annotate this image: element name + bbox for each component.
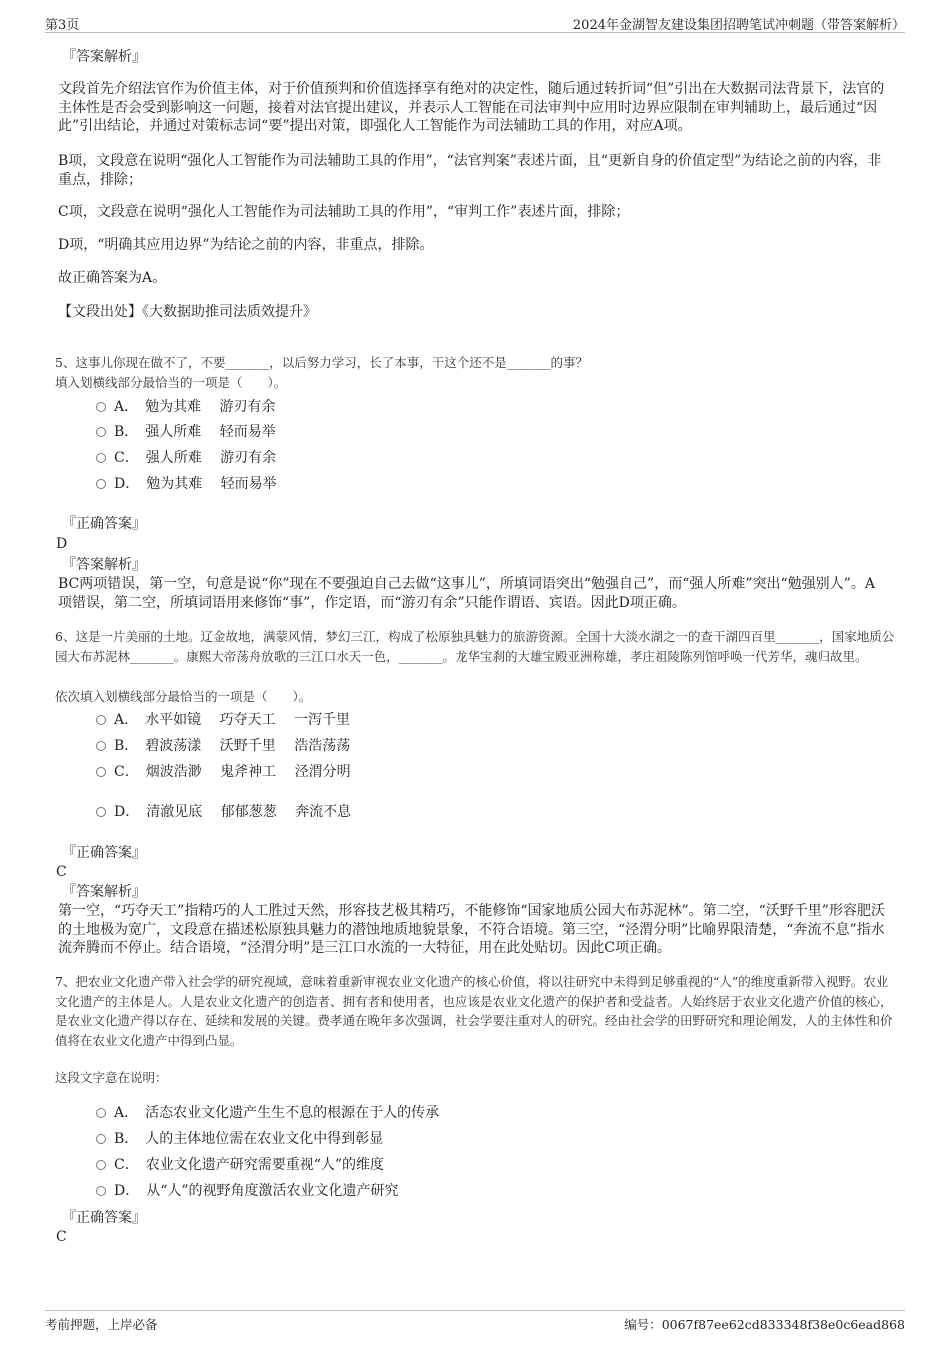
q7-option-d[interactable]: D． 从“人”的视野角度激活农业文化遗产研究	[96, 1182, 399, 1200]
radio-icon[interactable]	[96, 453, 106, 463]
q6-option-a[interactable]: A． 水平如镜 巧夺天工 一泻千里	[96, 711, 350, 729]
radio-icon[interactable]	[96, 1108, 106, 1118]
radio-icon[interactable]	[96, 479, 106, 489]
radio-icon[interactable]	[96, 1186, 106, 1196]
radio-icon[interactable]	[96, 402, 106, 412]
q7-answer-label: 『正确答案』	[62, 1210, 146, 1226]
document-id: 编号：0067f87ee62cd833348f38e0c6ead868	[624, 1317, 905, 1332]
radio-icon[interactable]	[96, 427, 106, 437]
q4-analysis-paragraph: 文段首先介绍法官作为价值主体，对于价值预判和价值选择享有绝对的决定性，随后通过转折词“但”引出在大数据司法背景下，法官的主体性是否会受到影响这一问题，接着对法官提出建议，并表示人工智能在司法审判中应用时边界应限制在审判辅助上，最后通过“因此”引出结论，并通过对策标志词“要”提出对策，即强化人工智能作为司法辅助工具的作用，对应A项。	[58, 81, 885, 134]
q4-analysis-paragraph: C项，文段意在说明“强化人工智能作为司法辅助工具的作用”，“审判工作”表述片面，排除；	[58, 204, 630, 220]
q7-answer: C	[56, 1229, 67, 1245]
footer-slogan: 考前押题，上岸必备	[45, 1317, 158, 1332]
q6-option-b[interactable]: B． 碧波荡漾 沃野千里 浩浩荡荡	[96, 737, 350, 755]
q7-stem: 7、把农业文化遗产带入社会学的研究视域，意味着重新审视农业文化遗产的核心价值，将以往研究中未得到足够重视的“人”的维度重新带入视野。农业文化遗产的主体是人。人是农业文化遗产的创造者、拥有者和使用者，也应该是农业文化遗产的保护者和受益者。人始终居于农业文化遗产价值的核心，是农业文化遗产得以存在、延续和发展的关键。费孝通在晚年多次强调，社会学要注重对人的研究。经由社会学的田野研究和理论阐发，人的主体性和价值将在农业文化遗产中得到凸显。	[55, 974, 893, 1048]
radio-icon[interactable]	[96, 807, 106, 817]
document-title: 2024年金湖智友建设集团招聘笔试冲刺题（带答案解析）	[572, 18, 905, 33]
radio-icon[interactable]	[96, 1160, 106, 1170]
radio-icon[interactable]	[96, 715, 106, 725]
q6-prompt: 依次填入划横线部分最恰当的一项是（ ）。	[55, 689, 312, 704]
q5-analysis: BC两项错误，第一空，句意是说“你”现在不要强迫自己去做“这事儿”，所填词语突出“勉强自己”，而“强人所难”突出“勉强别人”。A项错误，第二空，所填词语用来修饰“事”，作定语，而“游刃有余”只能作谓语、宾语。因此D项正确。	[58, 576, 875, 611]
q6-analysis: 第一空，“巧夺天工”指精巧的人工胜过天然，形容技艺极其精巧，不能修饰“国家地质公园大布苏泥林”。第二空，“沃野千里”形容肥沃的土地极为宽广，文段意在描述松原独具魅力的潜蚀地质地貌景象，不符合语境。第三空，“泾渭分明”比喻界限清楚，“奔流不息”指水流奔腾而不停止。结合语境，“泾渭分明”是三江口水流的一大特征，用在此处贴切。因此C项正确。	[58, 903, 885, 956]
q5-option-c[interactable]: C． 强人所难 游刃有余	[96, 449, 276, 467]
q5-stem: 5、这事儿你现在做不了，不要_______，以后努力学习，长了本事，干这个还不是_______的事？	[55, 355, 588, 370]
q7-option-c[interactable]: C． 农业文化遗产研究需要重视“人”的维度	[96, 1156, 384, 1174]
q4-analysis-paragraph: B项，文段意在说明“强化人工智能作为司法辅助工具的作用”，“法官判案”表述片面，且“更新自身的价值定型”为结论之前的内容，非重点，排除；	[58, 153, 882, 188]
q4-analysis-paragraph: D项，“明确其应用边界”为结论之前的内容，非重点，排除。	[58, 237, 434, 253]
radio-icon[interactable]	[96, 741, 106, 751]
q6-stem: 6、这是一片美丽的土地。辽金故地，满蒙风情，梦幻三江，构成了松原独具魅力的旅游资源。全国十大淡水湖之一的查干湖四百里_______，国家地质公园大布苏泥林_______。康熙大帝荡舟放歌的三江口水天一色，_______。龙华宝刹的大雄宝殿亚洲称雄，孝庄祖陵陈列馆呼唤一代芳华，魂归故里。	[55, 629, 895, 664]
q6-option-d[interactable]: D． 清澈见底 郁郁葱葱 奔流不息	[96, 803, 351, 821]
q6-option-c[interactable]: C． 烟波浩渺 鬼斧神工 泾渭分明	[96, 763, 351, 781]
q7-option-a[interactable]: A． 活态农业文化遗产生生不息的根源在于人的传承	[96, 1104, 439, 1122]
q4-source: 【文段出处】《大数据助推司法质效提升》	[58, 304, 317, 320]
q6-analysis-label: 『答案解析』	[62, 884, 146, 900]
page-number: 第3页	[45, 18, 80, 33]
radio-icon[interactable]	[96, 767, 106, 777]
q6-answer-label: 『正确答案』	[62, 845, 146, 861]
q4-conclusion: 故正确答案为A。	[58, 270, 167, 286]
q7-prompt: 这段文字意在说明：	[55, 1070, 168, 1085]
q5-prompt: 填入划横线部分最恰当的一项是（ ）。	[55, 375, 287, 390]
page-header	[45, 12, 905, 33]
q5-option-a[interactable]: A． 勉为其难 游刃有余	[96, 398, 276, 416]
q5-answer: D	[56, 536, 68, 552]
q5-answer-label: 『正确答案』	[62, 516, 146, 532]
page-footer	[45, 1310, 905, 1335]
q4-analysis-label: 『答案解析』	[62, 49, 146, 65]
q5-option-d[interactable]: D． 勉为其难 轻而易举	[96, 475, 277, 493]
radio-icon[interactable]	[96, 1134, 106, 1144]
q6-answer: C	[56, 864, 67, 880]
q5-option-b[interactable]: B． 强人所难 轻而易举	[96, 423, 276, 441]
q5-analysis-label: 『答案解析』	[62, 557, 146, 573]
q7-option-b[interactable]: B． 人的主体地位需在农业文化中得到彰显	[96, 1130, 383, 1148]
